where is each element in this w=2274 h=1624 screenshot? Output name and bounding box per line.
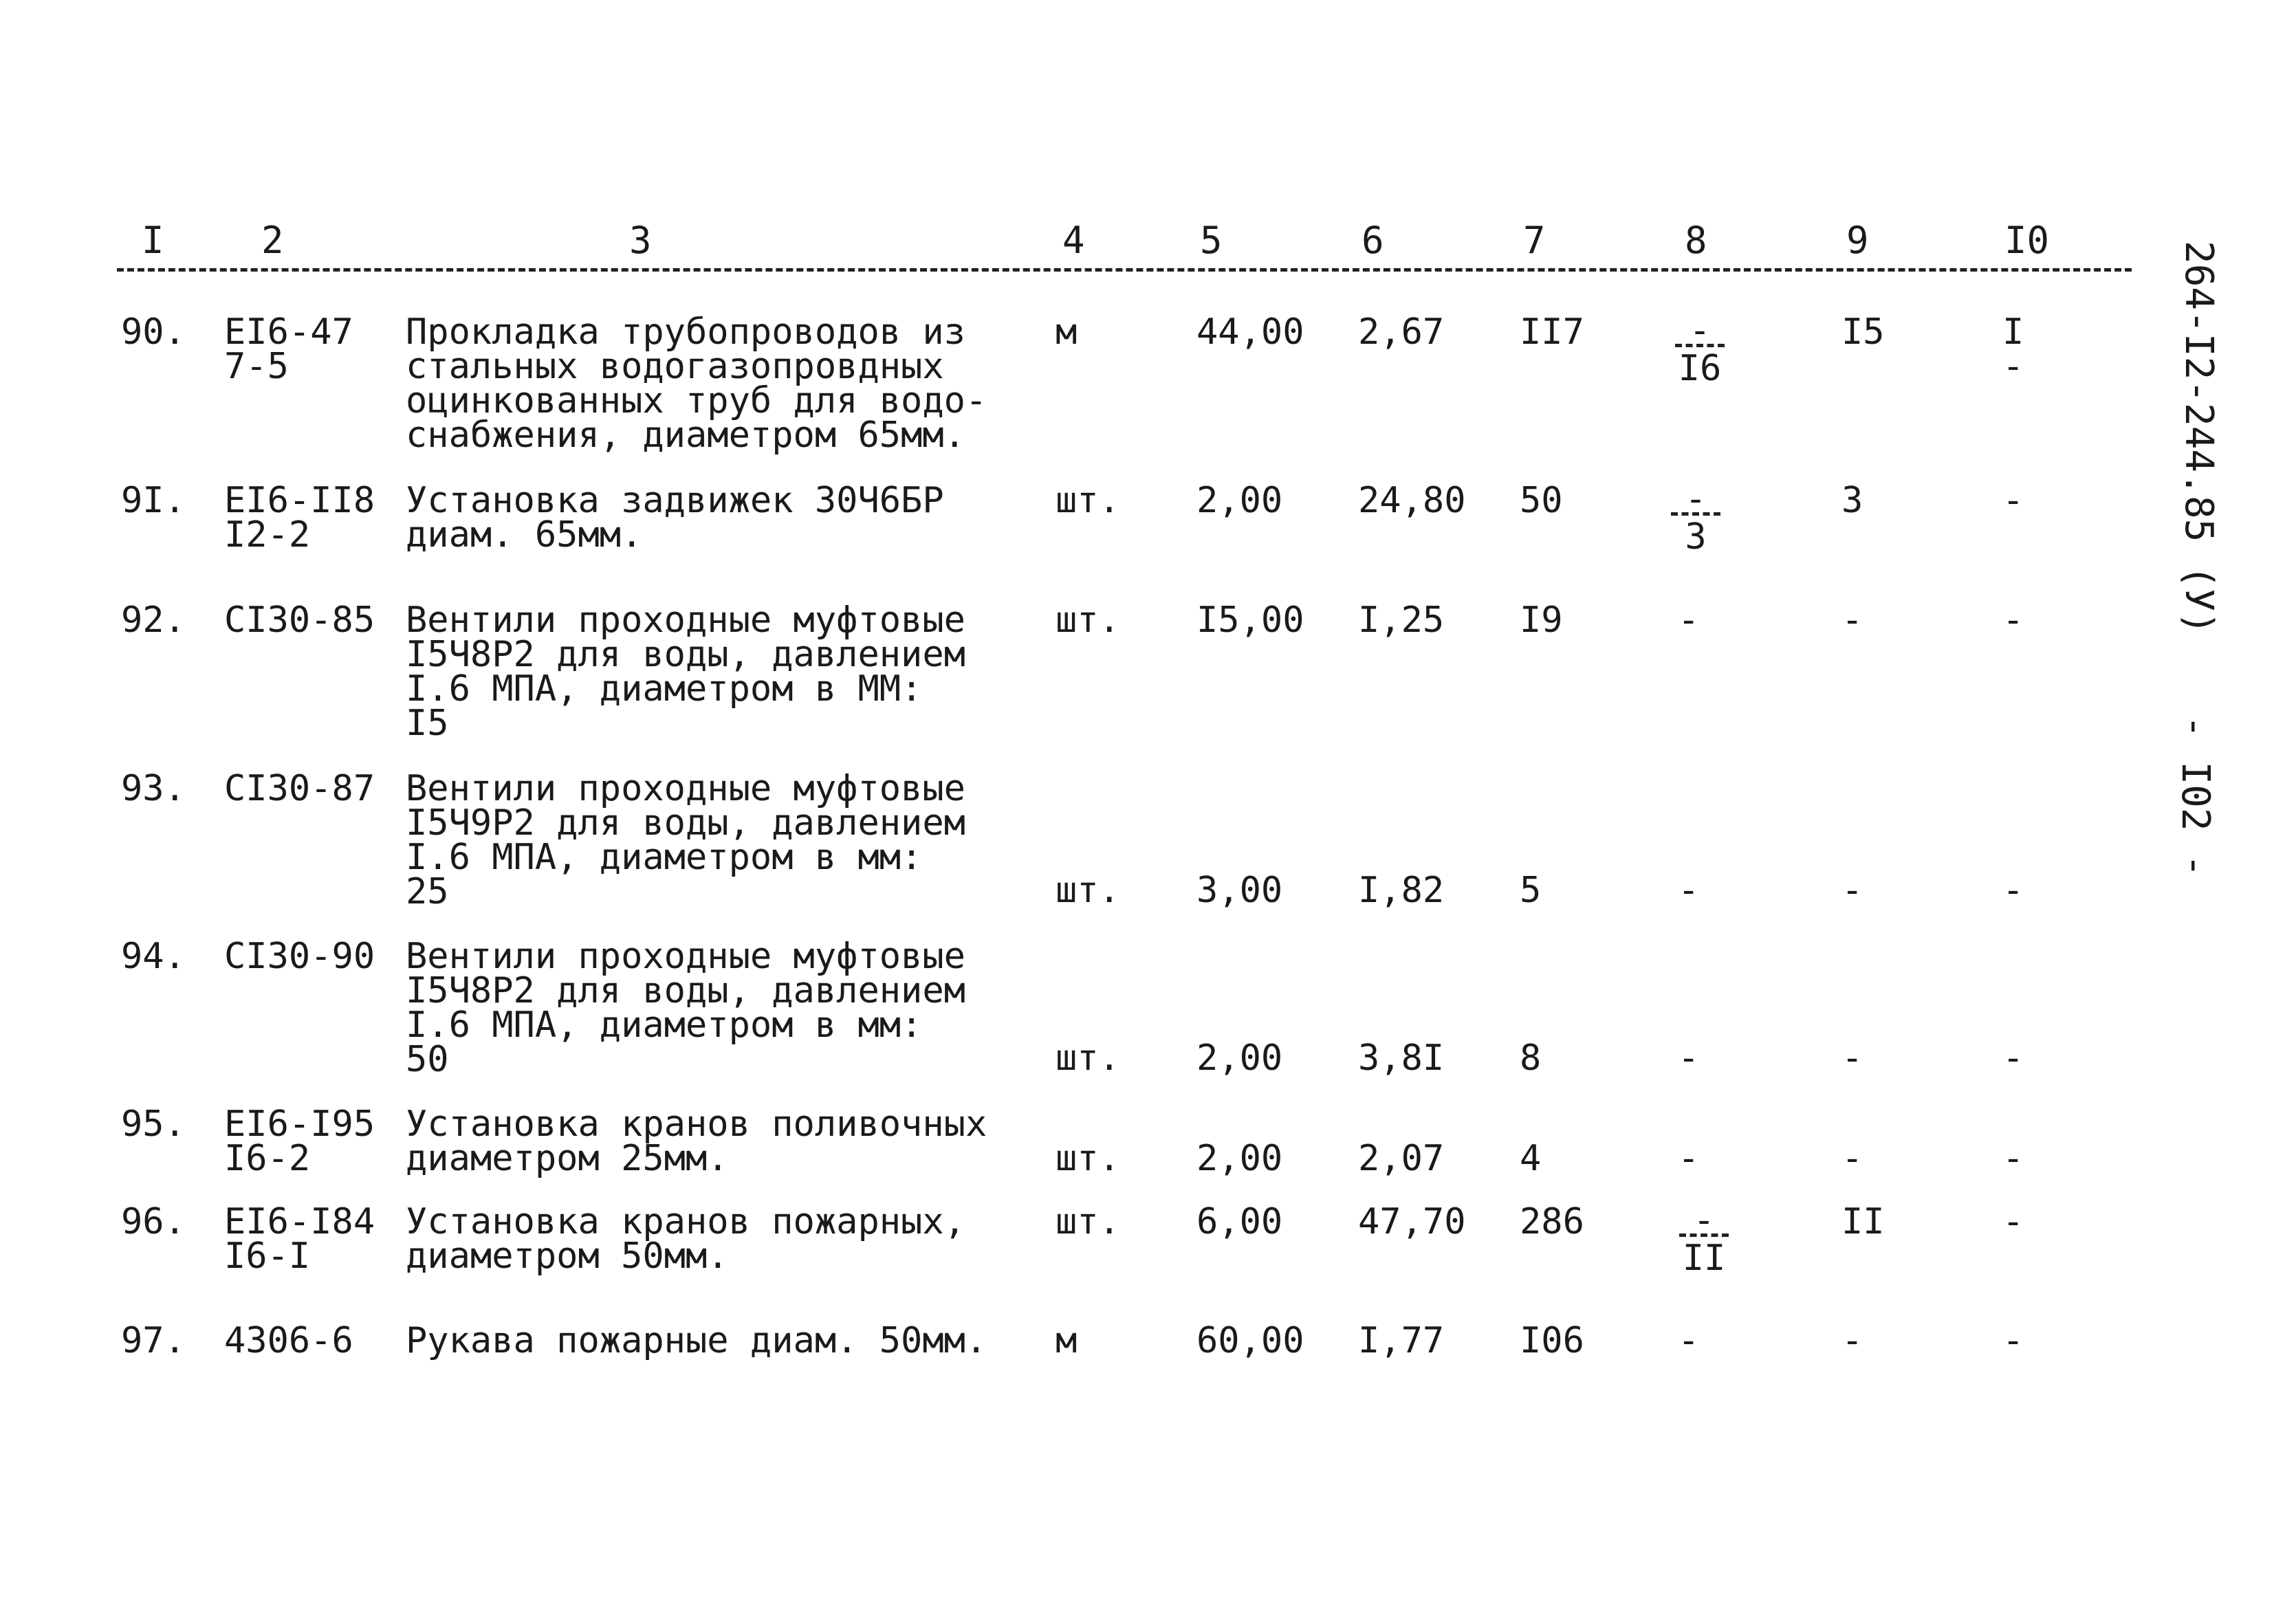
row-number: 95. — [121, 1104, 186, 1145]
column-header-5: 5 — [1200, 219, 1223, 262]
row-total: 286 — [1520, 1201, 1584, 1242]
fraction-denominator: I6 — [1678, 348, 1722, 389]
row-col8: - — [1678, 1138, 1700, 1179]
row-col9: - — [1841, 1038, 1863, 1079]
column-header-2: 2 — [261, 219, 284, 262]
row-unit: шт. — [1056, 480, 1120, 521]
row-number: 97. — [121, 1320, 186, 1361]
row-code: EI6-I95 I6-2 — [224, 1104, 375, 1179]
row-quantity: I5,00 — [1196, 600, 1304, 641]
row-col9: 3 — [1841, 480, 1863, 521]
row-quantity: 6,00 — [1196, 1201, 1283, 1242]
row-col10: - — [2002, 1320, 2024, 1361]
row-quantity: 2,00 — [1196, 480, 1283, 521]
row-quantity: 60,00 — [1196, 1320, 1304, 1361]
row-description: Прокладка трубопроводов из стальных водогазопровдных оцинкованных труб для водо- снабжения, диаметром 65мм. — [406, 311, 987, 456]
row-quantity: 3,00 — [1196, 870, 1283, 911]
row-col9: - — [1841, 870, 1863, 911]
fraction-numerator: - — [1685, 479, 1707, 520]
row-description: Вентили проходные муфтовые I5Ч8P2 для воды, давлением I.6 МПА, диаметром в ММ: I5 — [406, 600, 965, 744]
row-unit: шт. — [1056, 1038, 1120, 1079]
row-number: 93. — [121, 768, 186, 809]
column-header-9: 9 — [1846, 219, 1869, 262]
row-code: EI6-47 7-5 — [224, 311, 353, 387]
row-code: EI6-II8 I2-2 — [224, 480, 375, 556]
row-col10: - — [2002, 480, 2024, 521]
row-description: Установка кранов пожарных, диаметром 50мм. — [406, 1201, 965, 1277]
row-col9: II — [1841, 1201, 1885, 1242]
column-header-6: 6 — [1362, 219, 1384, 262]
row-unit-price: 3,8I — [1358, 1038, 1445, 1079]
column-header-10: I0 — [2004, 219, 2050, 262]
document-code: 264-I2-244.85 (У) — [2176, 241, 2221, 635]
row-code: EI6-I84 I6-I — [224, 1201, 375, 1277]
fraction-denominator: II — [1682, 1238, 1726, 1279]
row-number: 90. — [121, 311, 186, 353]
row-col10: - — [2002, 1201, 2024, 1242]
page-number: - I02 - — [2173, 715, 2218, 878]
row-total: 5 — [1520, 870, 1542, 911]
row-unit-price: I,25 — [1358, 600, 1445, 641]
row-col10: - — [2002, 870, 2024, 911]
row-description: Установка задвижек 30Ч6БР диам. 65мм. — [406, 480, 944, 556]
row-description: Рукава пожарные диам. 50мм. — [406, 1320, 987, 1361]
row-col8: - — [1678, 1038, 1700, 1079]
column-header-4: 4 — [1062, 219, 1085, 262]
row-unit-price: I,77 — [1358, 1320, 1445, 1361]
row-unit: шт. — [1056, 1201, 1120, 1242]
column-header-8: 8 — [1685, 219, 1707, 262]
row-unit: шт. — [1056, 600, 1120, 641]
row-total: 50 — [1520, 480, 1563, 521]
row-unit: шт. — [1056, 870, 1120, 911]
row-total: 8 — [1520, 1038, 1542, 1079]
row-code: CI30-85 — [224, 600, 375, 641]
row-total: II7 — [1520, 311, 1584, 353]
row-col8: - — [1678, 600, 1700, 641]
row-total: I9 — [1520, 600, 1563, 641]
row-number: 94. — [121, 936, 186, 977]
row-unit: м — [1056, 311, 1078, 353]
row-quantity: 2,00 — [1196, 1038, 1283, 1079]
row-unit-price: 2,67 — [1358, 311, 1445, 353]
row-quantity: 44,00 — [1196, 311, 1304, 353]
row-code: 4306-6 — [224, 1320, 353, 1361]
row-unit-price: 2,07 — [1358, 1138, 1445, 1179]
row-number: 9I. — [121, 480, 186, 521]
row-col9: - — [1841, 1138, 1863, 1179]
row-unit-price: 24,80 — [1358, 480, 1466, 521]
row-description: Вентили проходные муфтовые I5Ч9P2 для воды, давлением I.6 МПА, диаметром в мм: 25 — [406, 768, 965, 912]
row-col9: - — [1841, 600, 1863, 641]
document-code-vertical — [2176, 241, 2221, 635]
row-col8-fraction — [1672, 310, 1727, 389]
row-col10: - — [2002, 1038, 2024, 1079]
row-col9: I5 — [1841, 311, 1885, 353]
row-unit-price: 47,70 — [1358, 1201, 1466, 1242]
column-header-3: 3 — [629, 219, 652, 262]
row-col8: - — [1678, 1320, 1700, 1361]
column-header-row — [117, 219, 2132, 272]
fraction-numerator: - — [1693, 1200, 1715, 1241]
row-quantity: 2,00 — [1196, 1138, 1283, 1179]
row-description: Вентили проходные муфтовые I5Ч8P2 для воды, давлением I.6 МПА, диаметром в мм: 50 — [406, 936, 965, 1080]
row-code: CI30-90 — [224, 936, 375, 977]
row-col10: I - — [2002, 311, 2024, 387]
fraction-numerator: - — [1689, 310, 1711, 351]
row-col8-fraction — [1668, 479, 1723, 558]
column-header-7: 7 — [1523, 219, 1546, 262]
row-number: 96. — [121, 1201, 186, 1242]
row-col8: - — [1678, 870, 1700, 911]
row-total: 4 — [1520, 1138, 1542, 1179]
column-header-1: I — [142, 219, 164, 262]
row-unit: шт. — [1056, 1138, 1120, 1179]
page-number-vertical — [2173, 715, 2218, 877]
row-col10: - — [2002, 1138, 2024, 1179]
row-total: I06 — [1520, 1320, 1584, 1361]
row-col9: - — [1841, 1320, 1863, 1361]
row-col10: - — [2002, 600, 2024, 641]
row-code: CI30-87 — [224, 768, 375, 809]
row-unit: м — [1056, 1320, 1078, 1361]
row-description: Установка кранов поливочных диаметром 25мм. — [406, 1104, 987, 1179]
row-unit-price: I,82 — [1358, 870, 1445, 911]
row-col8-fraction — [1676, 1200, 1731, 1279]
fraction-denominator: 3 — [1685, 516, 1707, 558]
row-number: 92. — [121, 600, 186, 641]
